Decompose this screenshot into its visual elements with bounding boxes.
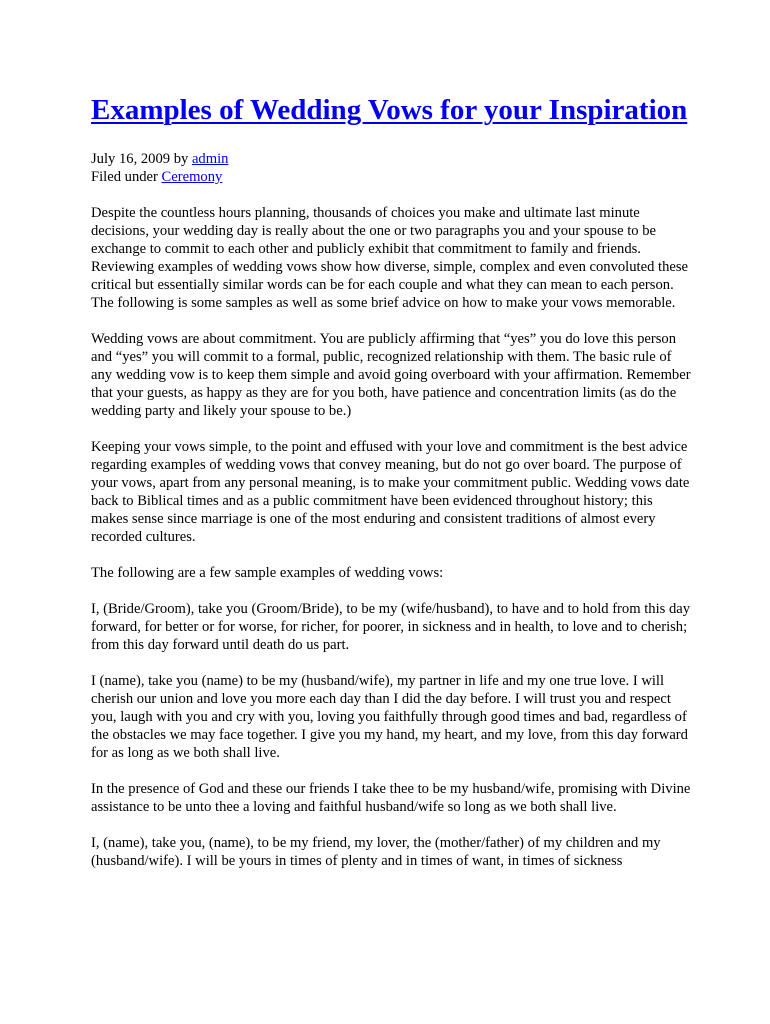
post-date-line	[91, 150, 691, 168]
post-category-line	[91, 168, 691, 186]
paragraph-simple-advice: Keeping your vows simple, to the point and effused with your love and commitment is the best advice regarding examples of wedding vows that convey meaning, but do not go over board. The purpose of your vows, apart from any personal meaning, is to make your commitment public. Wedding vows date back to Biblical times and as a public commitment have been evidenced throughout history; this makes sense since marriage is one of the most enduring and consistent traditions of almost every recorded cultures.	[91, 439, 690, 545]
paragraph-vow-4: I, (name), take you, (name), to be my friend, my lover, the (mother/father) of my children and my (husband/wife). I will be yours in times of plenty and in times of want, in times of sickness	[91, 835, 661, 869]
article	[91, 92, 691, 870]
author-link[interactable]: admin	[191, 151, 229, 167]
post-date: July 16, 2009 by	[91, 151, 192, 167]
article-title-link[interactable]: Examples of Wedding Vows for your Inspiration	[91, 94, 688, 126]
post-meta	[91, 150, 691, 186]
paragraph-vow-1: I, (Bride/Groom), take you (Groom/Bride), to be my (wife/husband), to have and to hold from this day forward, for better or for worse, for richer, for poorer, in sickness and in health, to love and to cherish; from this day forward until death do us part.	[91, 601, 691, 653]
paragraph-examples-intro: The following are a few sample examples of wedding vows:	[91, 565, 444, 581]
paragraph-vow-3: In the presence of God and these our friends I take thee to be my husband/wife, promising with Divine assistance to be unto thee a loving and faithful husband/wife so long as we both shall live.	[91, 781, 691, 815]
filed-under-label: Filed under	[91, 169, 162, 185]
category-link[interactable]: Ceremony	[161, 169, 223, 185]
paragraph-vow-2: I (name), take you (name) to be my (husband/wife), my partner in life and my one true love. I will cherish our union and love you more each day than I did the day before. I will trust you and respect you, laugh with you and cry with you, loving you faithfully through good times and bad, regardless of the obstacles we may face together. I give you my hand, my heart, and my love, from this day forward for as long as we both shall live.	[91, 673, 688, 761]
paragraph-intro: Despite the countless hours planning, thousands of choices you make and ultimate last minute decisions, your wedding day is really about the one or two paragraphs you and your spouse to be exchange to commit to each other and publicly exhibit that commitment to family and friends. Reviewing examples of wedding vows show how diverse, simple, complex and even convoluted these critical but essentially similar words can be for each couple and what they can mean to each person. The following is some samples as well as some brief advice on how to make your vows memorable.	[91, 205, 688, 311]
paragraph-commitment: Wedding vows are about commitment. You are publicly affirming that “yes” you do love this person and “yes” you will commit to a formal, public, recognized relationship with them. The basic rule of any wedding vow is to keep them simple and avoid going overboard with your affirmation. Remember that your guests, as happy as they are for you both, have patience and concentration limits (as do the wedding party and likely your spouse to be.)	[91, 331, 691, 419]
